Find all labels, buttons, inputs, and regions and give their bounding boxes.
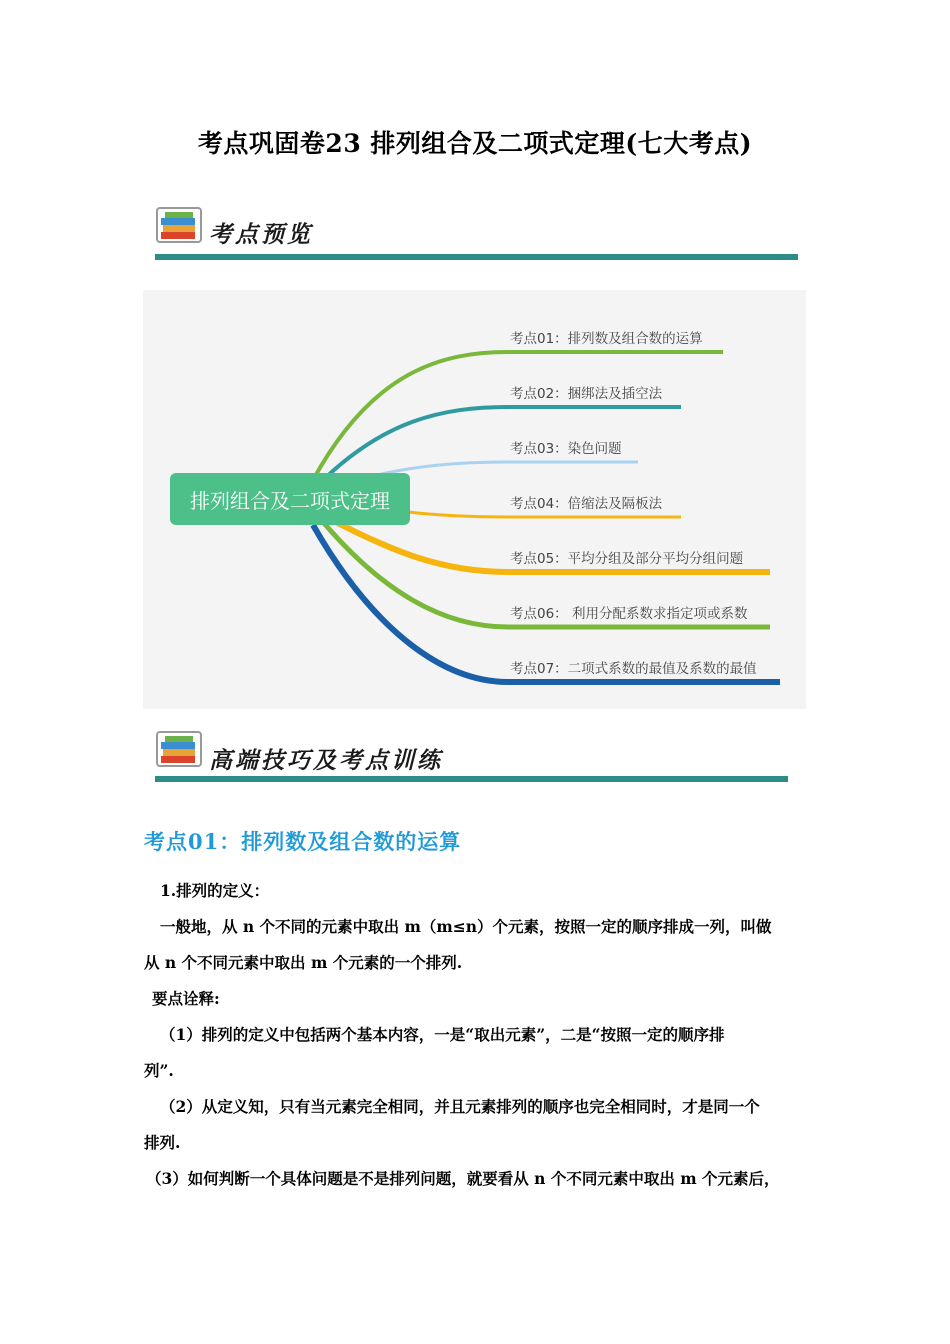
branch-label-5: 考点05：平均分组及部分平均分组问题 (510, 551, 744, 567)
branch-label-7: 考点07：二项式系数的最值及系数的最值 (510, 661, 757, 677)
branch-label-4: 考点04：倍缩法及隔板法 (510, 496, 663, 512)
paragraph-notes-title: 要点诠释: (152, 989, 220, 1008)
paragraph-note1-line2: 列”. (144, 1061, 174, 1080)
paragraph-note1-line1: （1）排列的定义中包括两个基本内容，一是“取出元素”，二是“按照一定的顺序排 (160, 1025, 725, 1044)
branch-label-6: 考点06： 利用分配系数求指定项或系数 (510, 606, 748, 622)
paragraph-definition-line2: 从 n 个不同元素中取出 m 个元素的一个排列. (144, 953, 463, 972)
books-icon (155, 206, 207, 246)
branch-label-1: 考点01：排列数及组合数的运算 (510, 331, 703, 347)
paragraph-note3-line1: （3）如何判断一个具体问题是不是排列问题，就要看从 n 个不同元素中取出 m 个元素后， (146, 1169, 780, 1188)
banner-overview-bar (155, 254, 798, 260)
banner-training-bar (155, 776, 788, 782)
banner-overview (155, 206, 798, 262)
branch-label-2: 考点02：捆绑法及插空法 (510, 386, 663, 402)
mindmap (143, 290, 806, 709)
branch-label-3: 考点03：染色问题 (510, 441, 622, 457)
section-heading: 考点01：排列数及组合数的运算 (144, 829, 462, 854)
paragraph-note2-line1: （2）从定义知，只有当元素完全相同，并且元素排列的顺序也完全相同时，才是同一个 (160, 1097, 760, 1116)
mindmap-root: 排列组合及二项式定理 (170, 473, 410, 525)
banner-overview-label: 考点预览 (209, 222, 313, 248)
page-title: 考点巩固卷23 排列组合及二项式定理(七大考点) (197, 129, 753, 158)
paragraph-definition-line1: 一般地，从 n 个不同的元素中取出 m（m≤n）个元素，按照一定的顺序排成一列，叫做 (160, 917, 772, 936)
paragraph-note2-line2: 排列. (144, 1133, 181, 1152)
books-icon (155, 730, 207, 770)
banner-training (155, 730, 788, 786)
paragraph-definition-title: 1.排列的定义： (160, 881, 270, 900)
banner-training-label: 高端技巧及考点训练 (209, 748, 443, 774)
branch-curve-4 (408, 512, 681, 517)
